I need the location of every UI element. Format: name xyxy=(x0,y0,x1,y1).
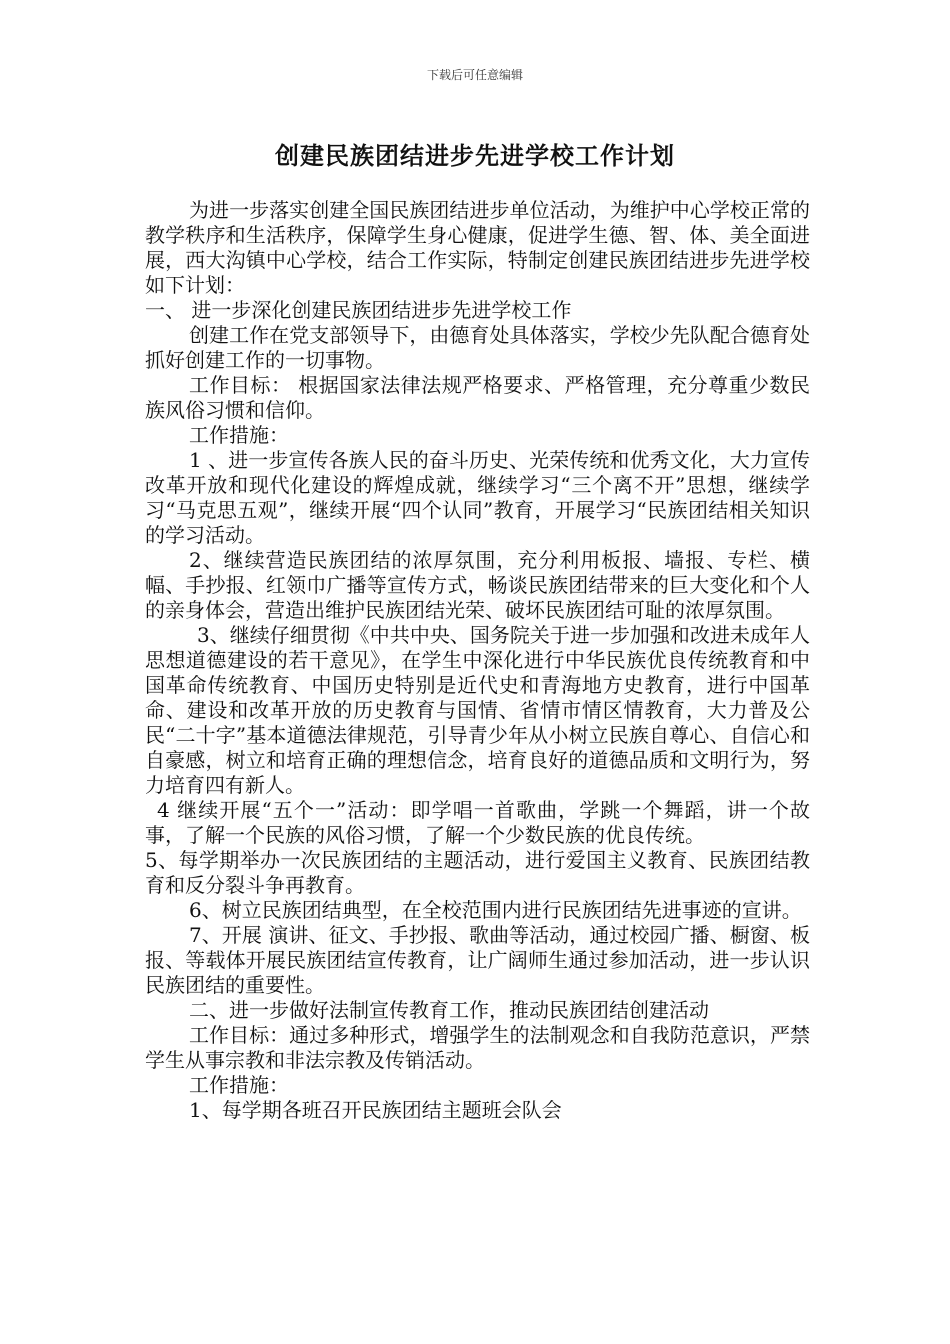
list-item: 2、继续营造民族团结的浓厚氛围，充分利用板报、墙报、专栏、横幅、手抄报、红领巾广播等宣传方式，畅谈民族团结带来的巨大变化和个人的亲身体会，营造出维护民族团结光荣、破坏民族团结可耻的浓厚氛围。 xyxy=(145,548,810,622)
document-title: 创建民族团结进步先进学校工作计划 xyxy=(275,141,675,170)
list-item: 1 、进一步宣传各族人民的奋斗历史、光荣传统和优秀文化，大力宣传改革开放和现代化建设的辉煌成就，继续学习“三个离不开”思想，继续学习“马克思五观”，继续开展“四个认同”教育，开展学习“民族团结相关知识的学习活动。 xyxy=(145,448,810,547)
paragraph-goal: 工作目标：通过多种形式，增强学生的法制观念和自我防范意识，严禁学生从事宗教和非法宗教及传销活动。 xyxy=(145,1023,810,1072)
list-item: 4 继续开展“五个一”活动：即学唱一首歌曲，学跳一个舞蹈，讲一个故事，了解一个民族的风俗习惯，了解一个少数民族的优良传统。 xyxy=(145,798,810,847)
paragraph-goal: 工作目标： 根据国家法律法规严格要求、严格管理，充分尊重少数民族风俗习惯和信仰。 xyxy=(145,373,810,422)
paragraph-intro: 为进一步落实创建全国民族团结进步单位活动，为维护中心学校正常的教学秩序和生活秩序，保障学生身心健康，促进学生德、智、体、美全面进展，西大沟镇中心学校，结合工作实际，特制定创建民族团结进步先进学校如下计划： xyxy=(145,198,810,297)
list-item: 5、每学期举办一次民族团结的主题活动，进行爱国主义教育、民族团结教育和反分裂斗争再教育。 xyxy=(145,848,810,897)
list-item: 3、继续仔细贯彻《中共中央、国务院关于进一步加强和改进未成年人思想道德建设的若干意见》，在学生中深化进行中华民族优良传统教育和中国革命传统教育、中国历史特别是近代史和青海地方史教育，进行中国革命、建设和改革开放的历史教育与国情、省情市情区情教育，大力普及公民“二十字”基本道德法律规范，引导青少年从小树立民族自尊心、自信心和自豪感，树立和培育正确的理想信念，培育良好的道德品质和文明行为，努力培育四有新人。 xyxy=(145,623,810,797)
list-item: 6、树立民族团结典型，在全校范围内进行民族团结先进事迹的宣讲。 xyxy=(189,898,802,922)
header-note: 下载后可任意编辑 xyxy=(426,68,523,82)
paragraph: 创建工作在党支部领导下，由德育处具体落实，学校少先队配合德育处抓好创建工作的一切事物。 xyxy=(145,323,810,372)
section-heading-2: 二、进一步做好法制宣传教育工作，推动民族团结创建活动 xyxy=(189,998,709,1022)
list-item: 7、开展 演讲、征文、手抄报、歌曲等活动，通过校园广播、橱窗、板报、等载体开展民族团结宣传教育，让广阔师生通过参加活动，进一步认识民族团结的重要性。 xyxy=(145,923,810,997)
section-heading-1: 一、 进一步深化创建民族团结进步先进学校工作 xyxy=(145,298,572,322)
paragraph-measures-label: 工作措施： xyxy=(189,423,289,447)
list-item: 1、每学期各班召开民族团结主题班会队会 xyxy=(189,1098,562,1122)
document-body xyxy=(145,198,810,1123)
paragraph-measures-label: 工作措施： xyxy=(189,1073,289,1097)
